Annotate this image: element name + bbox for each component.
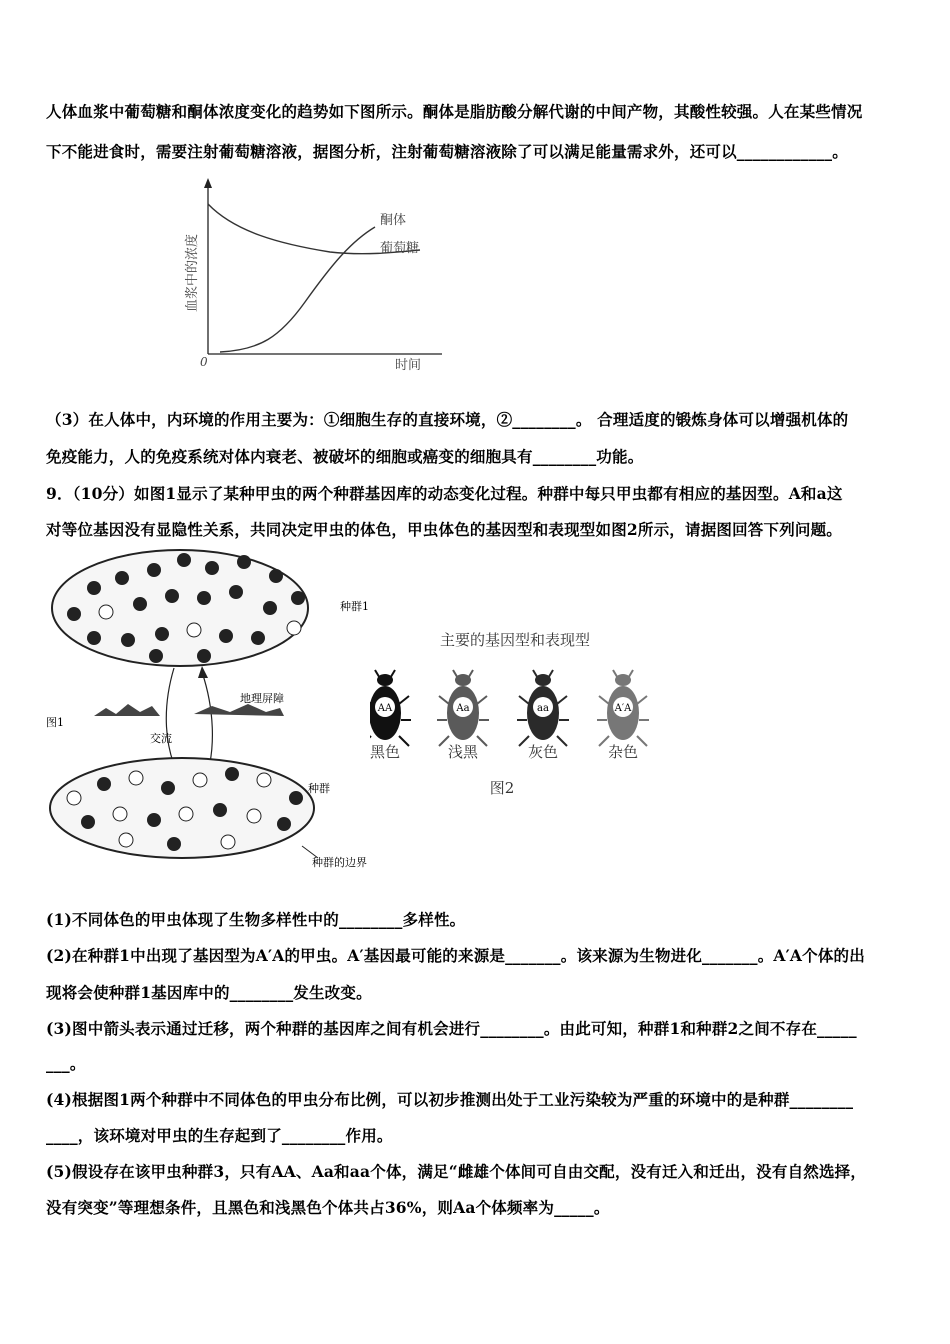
question-9-line: 对等位基因没有显隐性关系，共同决定甲虫的体色，甲虫体色的基因型和表现型如图2所示，请据图回答下列问题。 bbox=[46, 520, 842, 539]
paragraph-line: （3）在人体中，内环境的作用主要为：①细胞生存的直接环境，②________。 合理适度的锻炼身体可以增强机体的 bbox=[46, 410, 849, 429]
sub-question-1: (1)不同体色的甲虫体现了生物多样性中的________多样性。 bbox=[46, 910, 466, 929]
genotype-label: AA bbox=[377, 703, 393, 714]
figure-2-caption: 图2 bbox=[489, 779, 515, 797]
genotype-label: Aa bbox=[456, 703, 470, 714]
y-axis-label: 血浆中的浓度 bbox=[185, 233, 200, 312]
question-9-line: 9．（10分）如图1显示了某种甲虫的两个种群基因库的动态变化过程。种群中每只甲虫都有相应的基因型。A和a这 bbox=[46, 484, 843, 503]
barrier-left bbox=[94, 704, 160, 716]
origin-label: 0 bbox=[200, 355, 208, 369]
paragraph-line: 下不能进食时，需要注射葡萄糖溶液，据图分析，注射葡萄糖溶液除了可以满足能量需求外，还可以____________。 bbox=[46, 142, 848, 161]
sub-question-4: (4)根据图1两个种群中不同体色的甲虫分布比例，可以初步推测出处于工业污染较为严重的环境中的是种群________ bbox=[46, 1090, 854, 1109]
figure-1-label: 图1 bbox=[46, 716, 64, 729]
barrier-right bbox=[194, 704, 284, 716]
y-axis-arrow bbox=[204, 178, 212, 188]
glucose-label: 葡萄糖 bbox=[380, 241, 420, 256]
beetle-3 bbox=[517, 670, 569, 761]
sub-question-2: (2)在种群1中出现了基因型为A′A的甲虫。A′基因最可能的来源是_______。该来源为生物进化_______。A′A个体的出 bbox=[46, 946, 865, 965]
sub-question-2: 现将会使种群1基因库中的________发生改变。 bbox=[46, 983, 372, 1002]
sub-question-4: ____，该环境对甲虫的生存起到了________作用。 bbox=[46, 1126, 393, 1145]
exchange-label: 交流 bbox=[150, 732, 172, 745]
ketone-label: 酮体 bbox=[380, 213, 407, 228]
phenotype-label: 黑色 bbox=[370, 743, 401, 761]
beetle-2 bbox=[437, 670, 489, 761]
barrier-label: 地理屏障 bbox=[240, 692, 284, 705]
paragraph-line: 人体血浆中葡萄糖和酮体浓度变化的趋势如下图所示。酮体是脂肪酸分解代谢的中间产物，其酸性较强。人在某些情况 bbox=[46, 102, 863, 121]
phenotype-label: 杂色 bbox=[607, 743, 639, 761]
genotype-label: aa bbox=[537, 703, 549, 714]
figure-1 bbox=[44, 548, 374, 888]
genotype-label: A′A bbox=[614, 703, 632, 714]
population-1-label: 种群1 bbox=[340, 600, 369, 613]
sub-question-3: ___。 bbox=[46, 1054, 86, 1073]
beetle-4 bbox=[597, 670, 649, 761]
phenotype-label: 浅黑 bbox=[447, 743, 479, 761]
population-2-label: 种群 bbox=[308, 782, 330, 795]
paragraph-line: 免疫能力，人的免疫系统对体内衰老、被破坏的细胞或癌变的细胞具有________功能。 bbox=[46, 447, 644, 466]
beetle-1 bbox=[370, 670, 411, 761]
figure-2-title: 主要的基因型和表现型 bbox=[439, 631, 591, 649]
boundary-label: 种群的边界 bbox=[312, 856, 367, 869]
sub-question-5: 没有突变”等理想条件，且黑色和浅黑色个体共占36%，则Aa个体频率为_____。 bbox=[46, 1198, 610, 1217]
sub-question-5: (5)假设存在该甲虫种群3，只有AA、Aa和aa个体，满足“雌雄个体间可自由交配，没有迁入和迁出，没有自然选择， bbox=[46, 1162, 867, 1181]
phenotype-label: 灰色 bbox=[527, 743, 559, 761]
figure-2 bbox=[370, 625, 660, 805]
sub-question-3: (3)图中箭头表示通过迁移，两个种群的基因库之间有机会进行________。由此可知，种群1和种群2之间不存在_____ bbox=[46, 1019, 857, 1038]
x-axis-label: 时间 bbox=[395, 358, 422, 373]
concentration-graph bbox=[180, 172, 450, 377]
